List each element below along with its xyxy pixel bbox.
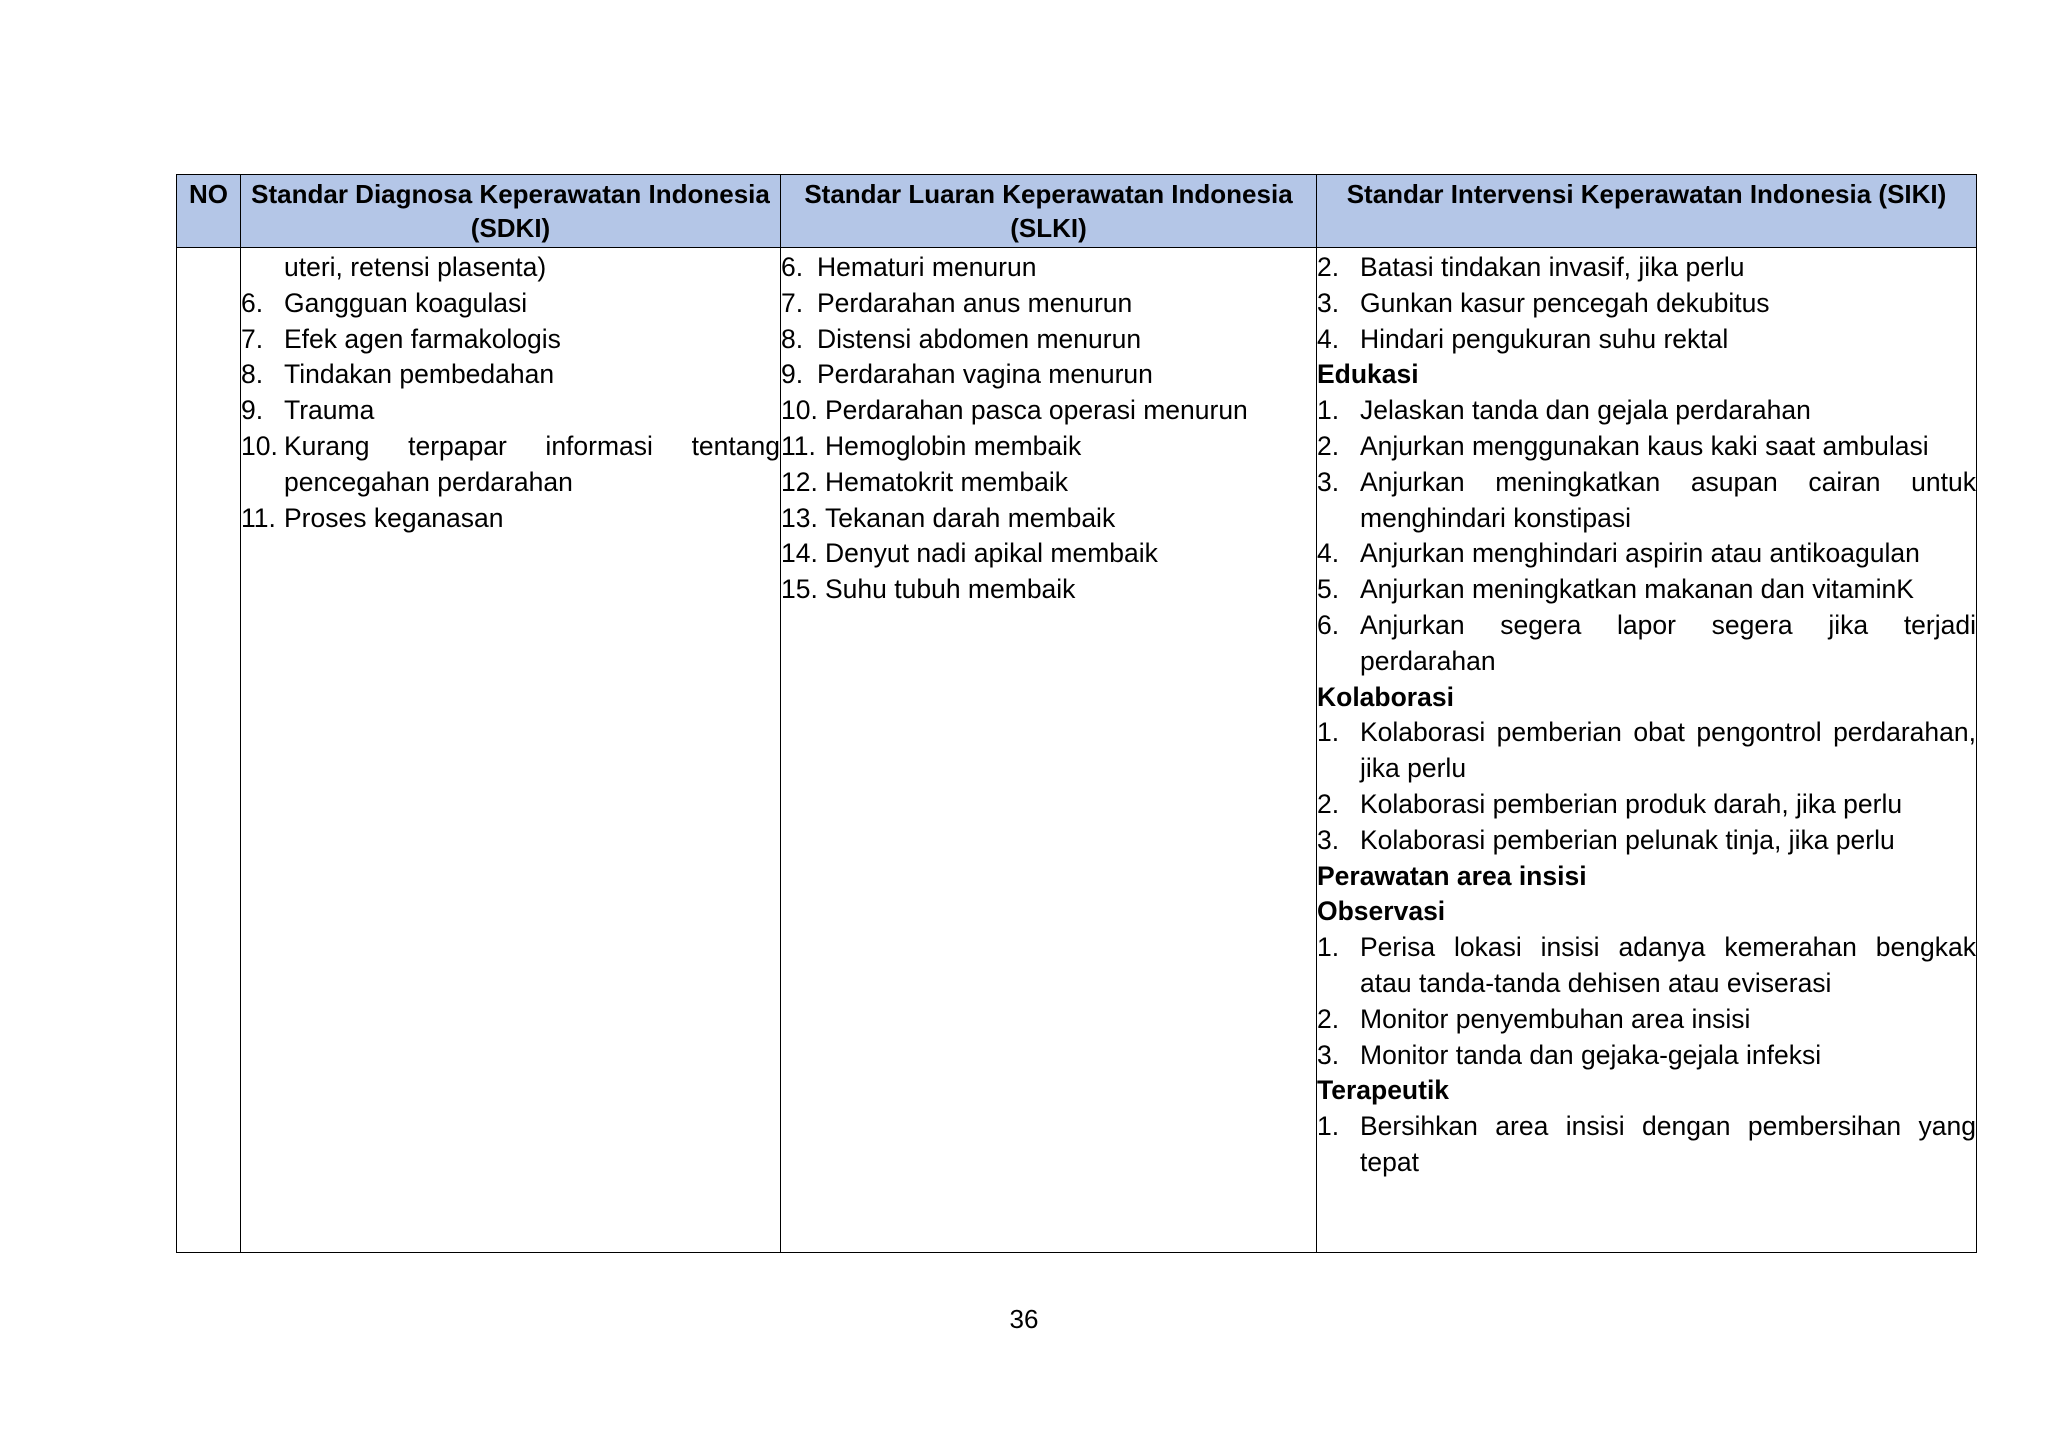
item-number: 12. — [781, 466, 818, 497]
list-item — [241, 322, 780, 358]
list-item — [1317, 322, 1976, 358]
item-number: 1. — [1317, 1111, 1340, 1142]
item-text: Anjurkan menghindari aspirin atau antikoagulan — [1360, 538, 1920, 569]
item-text: Jelaskan tanda dan gejala perdarahan — [1360, 395, 1811, 426]
list-item — [1317, 930, 1976, 1002]
item-text: Anjurkan segera lapor segera jika terjadi perdarahan — [1360, 609, 1976, 676]
item-text: Suhu tubuh membaik — [825, 574, 1076, 605]
item-number: 7. — [241, 323, 264, 354]
item-text: Gangguan koagulasi — [284, 287, 528, 318]
item-number: 1. — [1317, 932, 1340, 963]
header-siki: Standar Intervensi Keperawatan Indonesia (SIKI) — [1317, 175, 1977, 248]
item-text: Distensi abdomen menurun — [817, 323, 1142, 354]
slki-cell — [781, 248, 1317, 1253]
sdki-continuation: uteri, retensi plasenta) — [284, 252, 547, 282]
item-number: 3. — [1317, 1039, 1340, 1070]
item-text: Hemoglobin membaik — [825, 430, 1082, 461]
item-number: 15. — [781, 574, 818, 605]
list-item — [781, 501, 1316, 537]
item-number: 3. — [1317, 466, 1340, 497]
list-item — [1317, 1002, 1976, 1038]
item-text: Kolaborasi pemberian obat pengontrol perdarahan, jika perlu — [1360, 717, 1976, 784]
list-item — [1317, 429, 1976, 465]
item-number: 7. — [781, 287, 804, 318]
item-text: Batasi tindakan invasif, jika perlu — [1360, 252, 1745, 282]
list-item — [781, 393, 1316, 429]
sdki-cell — [241, 248, 781, 1253]
item-number: 4. — [1317, 538, 1340, 569]
section-heading-kolaborasi: Kolaborasi — [1317, 681, 1454, 712]
item-text: Trauma — [284, 395, 375, 426]
list-item — [1317, 823, 1976, 859]
header-slki: Standar Luaran Keperawatan Indonesia (SLKI) — [781, 175, 1317, 248]
list-item — [1317, 250, 1976, 286]
item-number: 2. — [1317, 252, 1340, 282]
item-number: 8. — [241, 359, 264, 390]
list-item — [1317, 536, 1976, 572]
item-text: Hematuri menurun — [817, 252, 1037, 282]
item-text: Hindari pengukuran suhu rektal — [1360, 323, 1729, 354]
siki-cell — [1317, 248, 1977, 1253]
list-item — [781, 572, 1316, 608]
item-number: 8. — [781, 323, 804, 354]
header-no: NO — [177, 175, 241, 248]
item-text: Anjurkan meningkatkan makanan dan vitaminK — [1360, 574, 1914, 605]
item-number: 1. — [1317, 395, 1340, 426]
item-number: 10. — [781, 395, 818, 426]
header-sdki: Standar Diagnosa Keperawatan Indonesia (SDKI) — [241, 175, 781, 248]
item-number: 10. — [241, 430, 278, 461]
item-number: 6. — [781, 252, 804, 282]
section-heading-edukasi: Edukasi — [1317, 359, 1419, 390]
list-item — [241, 393, 780, 429]
list-item — [1317, 1109, 1976, 1181]
item-text: Perdarahan pasca operasi menurun — [825, 395, 1248, 426]
item-text: Perisa lokasi insisi adanya kemerahan bengkak atau tanda-tanda dehisen atau eviserasi — [1360, 932, 1976, 998]
list-item — [781, 286, 1316, 322]
list-item — [1317, 393, 1976, 429]
item-number: 11. — [781, 430, 816, 461]
item-text: Proses keganasan — [284, 502, 504, 533]
list-item — [241, 357, 780, 393]
item-number: 4. — [1317, 323, 1340, 354]
item-number: 13. — [781, 502, 818, 533]
section-heading-perawatan-area-insisi: Perawatan area insisi — [1317, 860, 1587, 891]
item-number: 6. — [1317, 609, 1340, 640]
item-text: Hematokrit membaik — [825, 466, 1068, 497]
list-item — [241, 429, 780, 501]
item-number: 14. — [781, 538, 818, 569]
item-text: Monitor penyembuhan area insisi — [1360, 1003, 1751, 1034]
item-number: 11. — [241, 502, 276, 533]
table-row — [177, 248, 1977, 1253]
item-text: Gunkan kasur pencegah dekubitus — [1360, 287, 1770, 318]
page-number: 36 — [1009, 1304, 1039, 1334]
item-text: Tindakan pembedahan — [284, 359, 555, 390]
item-number: 9. — [241, 395, 264, 426]
item-text: Kolaborasi pemberian pelunak tinja, jika perlu — [1360, 824, 1895, 855]
item-text: Kolaborasi pemberian produk darah, jika perlu — [1360, 788, 1903, 819]
item-number: 2. — [1317, 1003, 1340, 1034]
list-item — [1317, 465, 1976, 537]
section-heading-observasi: Observasi — [1317, 896, 1446, 927]
item-number: 3. — [1317, 287, 1340, 318]
item-text: Perdarahan anus menurun — [817, 287, 1133, 318]
list-item — [241, 501, 780, 537]
no-cell — [177, 248, 241, 1253]
list-item — [781, 250, 1316, 286]
item-text: Denyut nadi apikal membaik — [825, 538, 1158, 569]
item-text: Perdarahan vagina menurun — [817, 359, 1153, 390]
item-text: Kurang terpapar informasi tentang pencegahan perdarahan — [284, 430, 780, 497]
list-item — [781, 357, 1316, 393]
list-item — [781, 429, 1316, 465]
nursing-standards-table — [176, 174, 1977, 1253]
item-text: Anjurkan meningkatkan asupan cairan untuk menghindari konstipasi — [1360, 466, 1976, 533]
list-item — [1317, 286, 1976, 322]
item-text: Efek agen farmakologis — [284, 323, 561, 354]
item-number: 2. — [1317, 788, 1340, 819]
item-number: 9. — [781, 359, 804, 390]
list-item — [781, 536, 1316, 572]
list-item — [781, 322, 1316, 358]
item-text: Tekanan darah membaik — [825, 502, 1116, 533]
item-text: Anjurkan menggunakan kaus kaki saat ambulasi — [1360, 430, 1929, 461]
table-header-row — [177, 175, 1977, 248]
list-item — [1317, 608, 1976, 680]
list-item — [1317, 572, 1976, 608]
item-number: 2. — [1317, 430, 1340, 461]
item-number: 5. — [1317, 574, 1340, 605]
list-item — [1317, 715, 1976, 787]
list-item — [1317, 787, 1976, 823]
item-text: Monitor tanda dan gejaka-gejala infeksi — [1360, 1039, 1822, 1070]
item-number: 6. — [241, 287, 264, 318]
list-item — [241, 286, 780, 322]
list-item — [1317, 1038, 1976, 1074]
item-number: 3. — [1317, 824, 1340, 855]
section-heading-terapeutik: Terapeutik — [1317, 1075, 1450, 1106]
item-number: 1. — [1317, 717, 1340, 748]
item-text: Bersihkan area insisi dengan pembersihan yang tepat — [1360, 1111, 1976, 1177]
list-item — [781, 465, 1316, 501]
